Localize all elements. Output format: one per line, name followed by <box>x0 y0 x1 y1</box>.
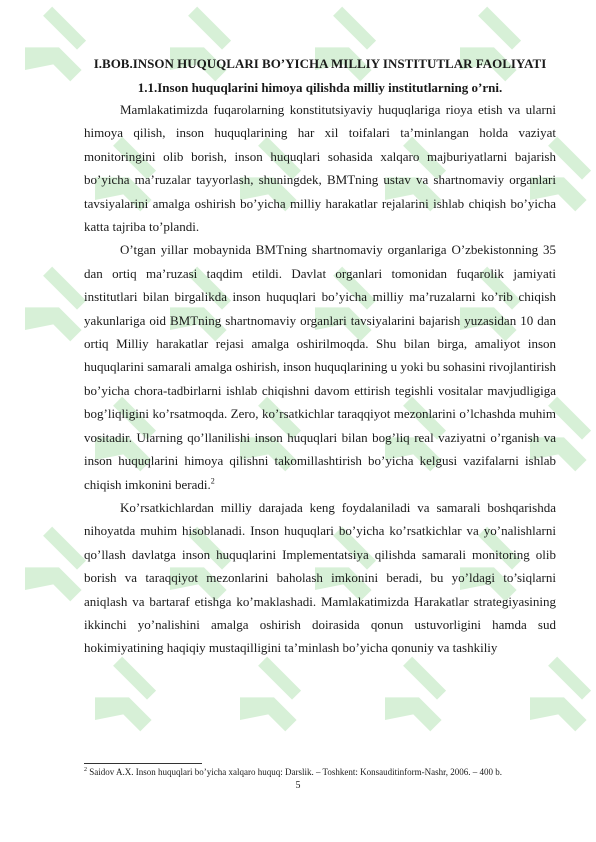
footnote-divider <box>84 763 202 764</box>
watermark-mark <box>77 657 169 749</box>
paragraph-1-text: Mamlakatimizda fuqarolarning konstitutsiyaviy huquqlariga rioya etish va ularni himoya qilish, inson huquqlarining har xil toifalari ta’minlangan holda vaziyat monitoringini olib borish, inson huquqlari sohasida xalqaro majburiyatlarni bajarish bo’yicha ma’ruzalar tayyorlash, shuningdek, BMTning ustav va shartnomaviy organlari tavsiyalarini amalga oshirish bo’yicha milliy harakatlar rejalarini ishlab chiqish bo’yicha katta tajriba to’plandi. <box>84 102 556 235</box>
paragraph-1 <box>84 98 556 238</box>
paragraph-3-text: Ko’rsatkichlardan milliy darajada keng foydalaniladi va samarali boshqarishda nihoyatda muhim hisoblanadi. Inson huquqlari bo’yicha ko’rsatkichlar va yo’nalishlarni qo’llash davlatga inson huquqlarini Implementatsiya qilishda samarali monitoring olib borish va taraqqiyot mezonlarini baholash imkonini beradi, bu yo’ldagi to’siqlarni aniqlash va bartaraf etishga ko’maklashadi. Mamlakatimizda Harakatlar strategiyasining ikkinchi yo’nalishini amalga oshirish doirasida qonun ustuvorligini hamda sud hokimiyatining haqiqiy mustaqilligini ta’minlash bo’yicha qonuniy va tashkiliy <box>84 499 556 656</box>
paragraph-2-text: O’tgan yillar mobaynida BMTning shartnomaviy organlariga O’zbekistonning 35 dan ortiq ma’ruzasi taqdim etildi. Davlat organlari tomonidan fuqarolik jamiyati institutlari bilan birgalikda inson huquqlari bo’yicha milliy ma’ruzalarni ko’rib chiqish yakunlariga oid BMTning shartnomaviy organlari tavsiyalarini bajarish yuzasidan 10 dan ortiq Milliy harakatlar rejasi amalga oshirilmoqda. Shu bilan birga, amaliyot inson huquqlarini samarali amalga oshirish, inson huquqlarining u yoki bu sohasini rivojlantirish bo’yicha chora-tadbirlarni ishlab chiqishni davom ettirish tegishli vositalar mavjudligiga bog’liqligini ko’rsatmoqda. Zero, ko’rsatkichlar taraqqiyot mezonlarini o’lchashda muhim vositadir. Ularning qo’llanilishi inson huquqlari bilan bog’liq real vaziyatni o’rganish va inson huquqlarini himoya qilishni takomillashtirish bo’yicha kelgusi vazifalarni ishlab chiqish imkonini beradi. <box>84 242 556 492</box>
footnote-marker: 2 <box>84 767 87 773</box>
paragraph-2 <box>84 238 556 495</box>
footnote-reference[interactable]: 2 <box>210 476 215 486</box>
footnote <box>84 766 559 778</box>
chapter-title: I.BOB.INSON HUQUQLARI BO’YICHA MILLIY INSTITUTLAR FAOLIYATI <box>93 56 547 71</box>
watermark-mark <box>512 657 596 749</box>
watermark-mark <box>367 657 459 749</box>
footnote-text: Saidov A.X. Inson huquqlari bo’yicha xalqaro huquq: Darslik. – Toshkent: Konsauditinform-Nashr, 2006. – 400 b. <box>87 767 503 777</box>
section-title: 1.1.Inson huquqlarini himoya qilishda milliy institutlarning o’rni. <box>137 80 503 95</box>
page-body <box>84 54 556 660</box>
page-number: 5 <box>295 780 301 791</box>
paragraph-3 <box>84 496 556 660</box>
watermark-mark <box>222 657 314 749</box>
